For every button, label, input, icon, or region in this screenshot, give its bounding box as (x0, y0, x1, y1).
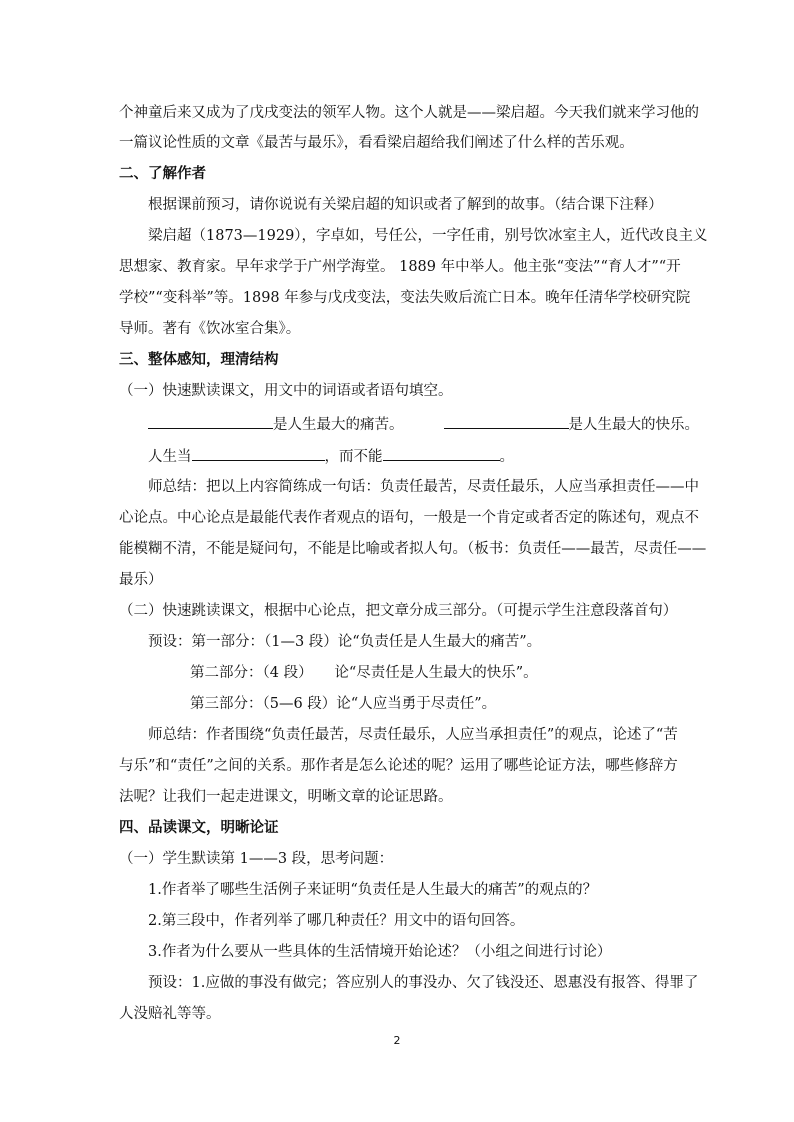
paragraph-line: 第三部分：（5—6 段）论“人应当勇于尽责任”。 (190, 696, 497, 712)
blank-prompt: 是人生最大的快乐。 (568, 417, 699, 433)
paragraph-line: （一）学生默读第 1——3 段，思考问题： (119, 851, 394, 867)
question-line: 1.作者举了哪些生活例子来证明“负责任是人生最大的痛苦”的观点的？ (148, 882, 598, 898)
paragraph-line: 导师。著有《饮冰室合集》。 (119, 321, 301, 337)
paragraph-line: 人没赔礼等等。 (119, 1006, 221, 1022)
blank-prompt: 是人生最大的痛苦。 (273, 417, 404, 433)
blank-prompt: 。 (499, 449, 514, 465)
paragraph-line: 根据课前预习，请你说说有关梁启超的知识或者了解到的故事。（结合课下注释） (148, 197, 663, 213)
fill-blank-line (0, 413, 794, 435)
paragraph-line: （二）快速跳读课文，根据中心论点，把文章分成三部分。（可提示学生注意段落首句） (119, 603, 678, 619)
question-line: 2.第三段中，作者列举了哪几种责任？用文中的语句回答。 (148, 913, 525, 929)
section-heading-2: 二、了解作者 (119, 165, 206, 182)
paragraph-line: 心论点。中心论点是最能代表作者观点的语句，一般是一个肯定或者否定的陈述句，观点不 (119, 510, 699, 526)
page-number: 2 (393, 1034, 401, 1047)
paragraph-line: 法呢？让我们一起走进课文，明晰文章的论证思路。 (119, 789, 453, 805)
fill-blank-line (0, 445, 794, 467)
paragraph-line: （一）快速默读课文，用文中的词语或者语句填空。 (119, 383, 453, 399)
paragraph-line: 一篇议论性质的文章《最苦与最乐》，看看梁启超给我们阐述了什么样的苦乐观。 (119, 135, 634, 151)
paragraph-line: 梁启超（1873—1929），字卓如，号任公，一字任甫，别号饮冰室主人，近代改良主义 (148, 228, 708, 244)
paragraph-line: 预设：第一部分：（1—3 段）论“负责任是人生最大的痛苦”。 (148, 634, 542, 650)
paragraph-line: 能模糊不清，不能是疑问句，不能是比喻或者拟人句。（板书：负责任——最苦，尽责任—— (119, 541, 707, 557)
paragraph-line: 思想家、教育家。早年求学于广州学海堂。 1889 年中举人。他主张“变法”“育人才”“开 (119, 259, 681, 275)
section-heading-3: 三、整体感知，理清结构 (119, 351, 279, 368)
blank-prompt: ，而不能 (324, 449, 383, 465)
section-heading-4: 四、品读课文，明晰论证 (119, 819, 279, 836)
question-line: 3.作者为什么要从一些具体的生活情境开始论述？（小组之间进行讨论） (148, 944, 612, 960)
paragraph-line: 个神童后来又成为了戊戌变法的领军人物。这个人就是——梁启超。今天我们就来学习他的 (119, 105, 699, 121)
paragraph-line: 第二部分：（4 段） 论“尽责任是人生最大的快乐”。 (190, 665, 538, 681)
paragraph-line: 学校”“变科举”等。1898 年参与戊戌变法，变法失败后流亡日本。晚年任清华学校研究院 (119, 290, 691, 306)
paragraph-line: 最乐） (119, 572, 163, 588)
blank-prompt: 人生当 (148, 449, 192, 465)
paragraph-line: 与乐”和“责任”之间的关系。那作者是怎么论述的呢？运用了哪些论证方法，哪些修辞方 (119, 758, 678, 774)
answer-blank[interactable] (444, 413, 569, 429)
answer-blank[interactable] (148, 413, 273, 429)
answer-blank[interactable] (383, 445, 500, 461)
paragraph-line: 师总结：把以上内容简练成一句话：负责任最苦，尽责任最乐，人应当承担责任——中 (148, 479, 699, 495)
paragraph-line: 预设：1.应做的事没有做完；答应别人的事没办、欠了钱没还、恩惠没有报答、得罪了 (148, 975, 699, 991)
paragraph-line: 师总结：作者围绕“负责任最苦，尽责任最乐，人应当承担责任”的观点，论述了“苦 (148, 727, 678, 743)
answer-blank[interactable] (192, 445, 325, 461)
